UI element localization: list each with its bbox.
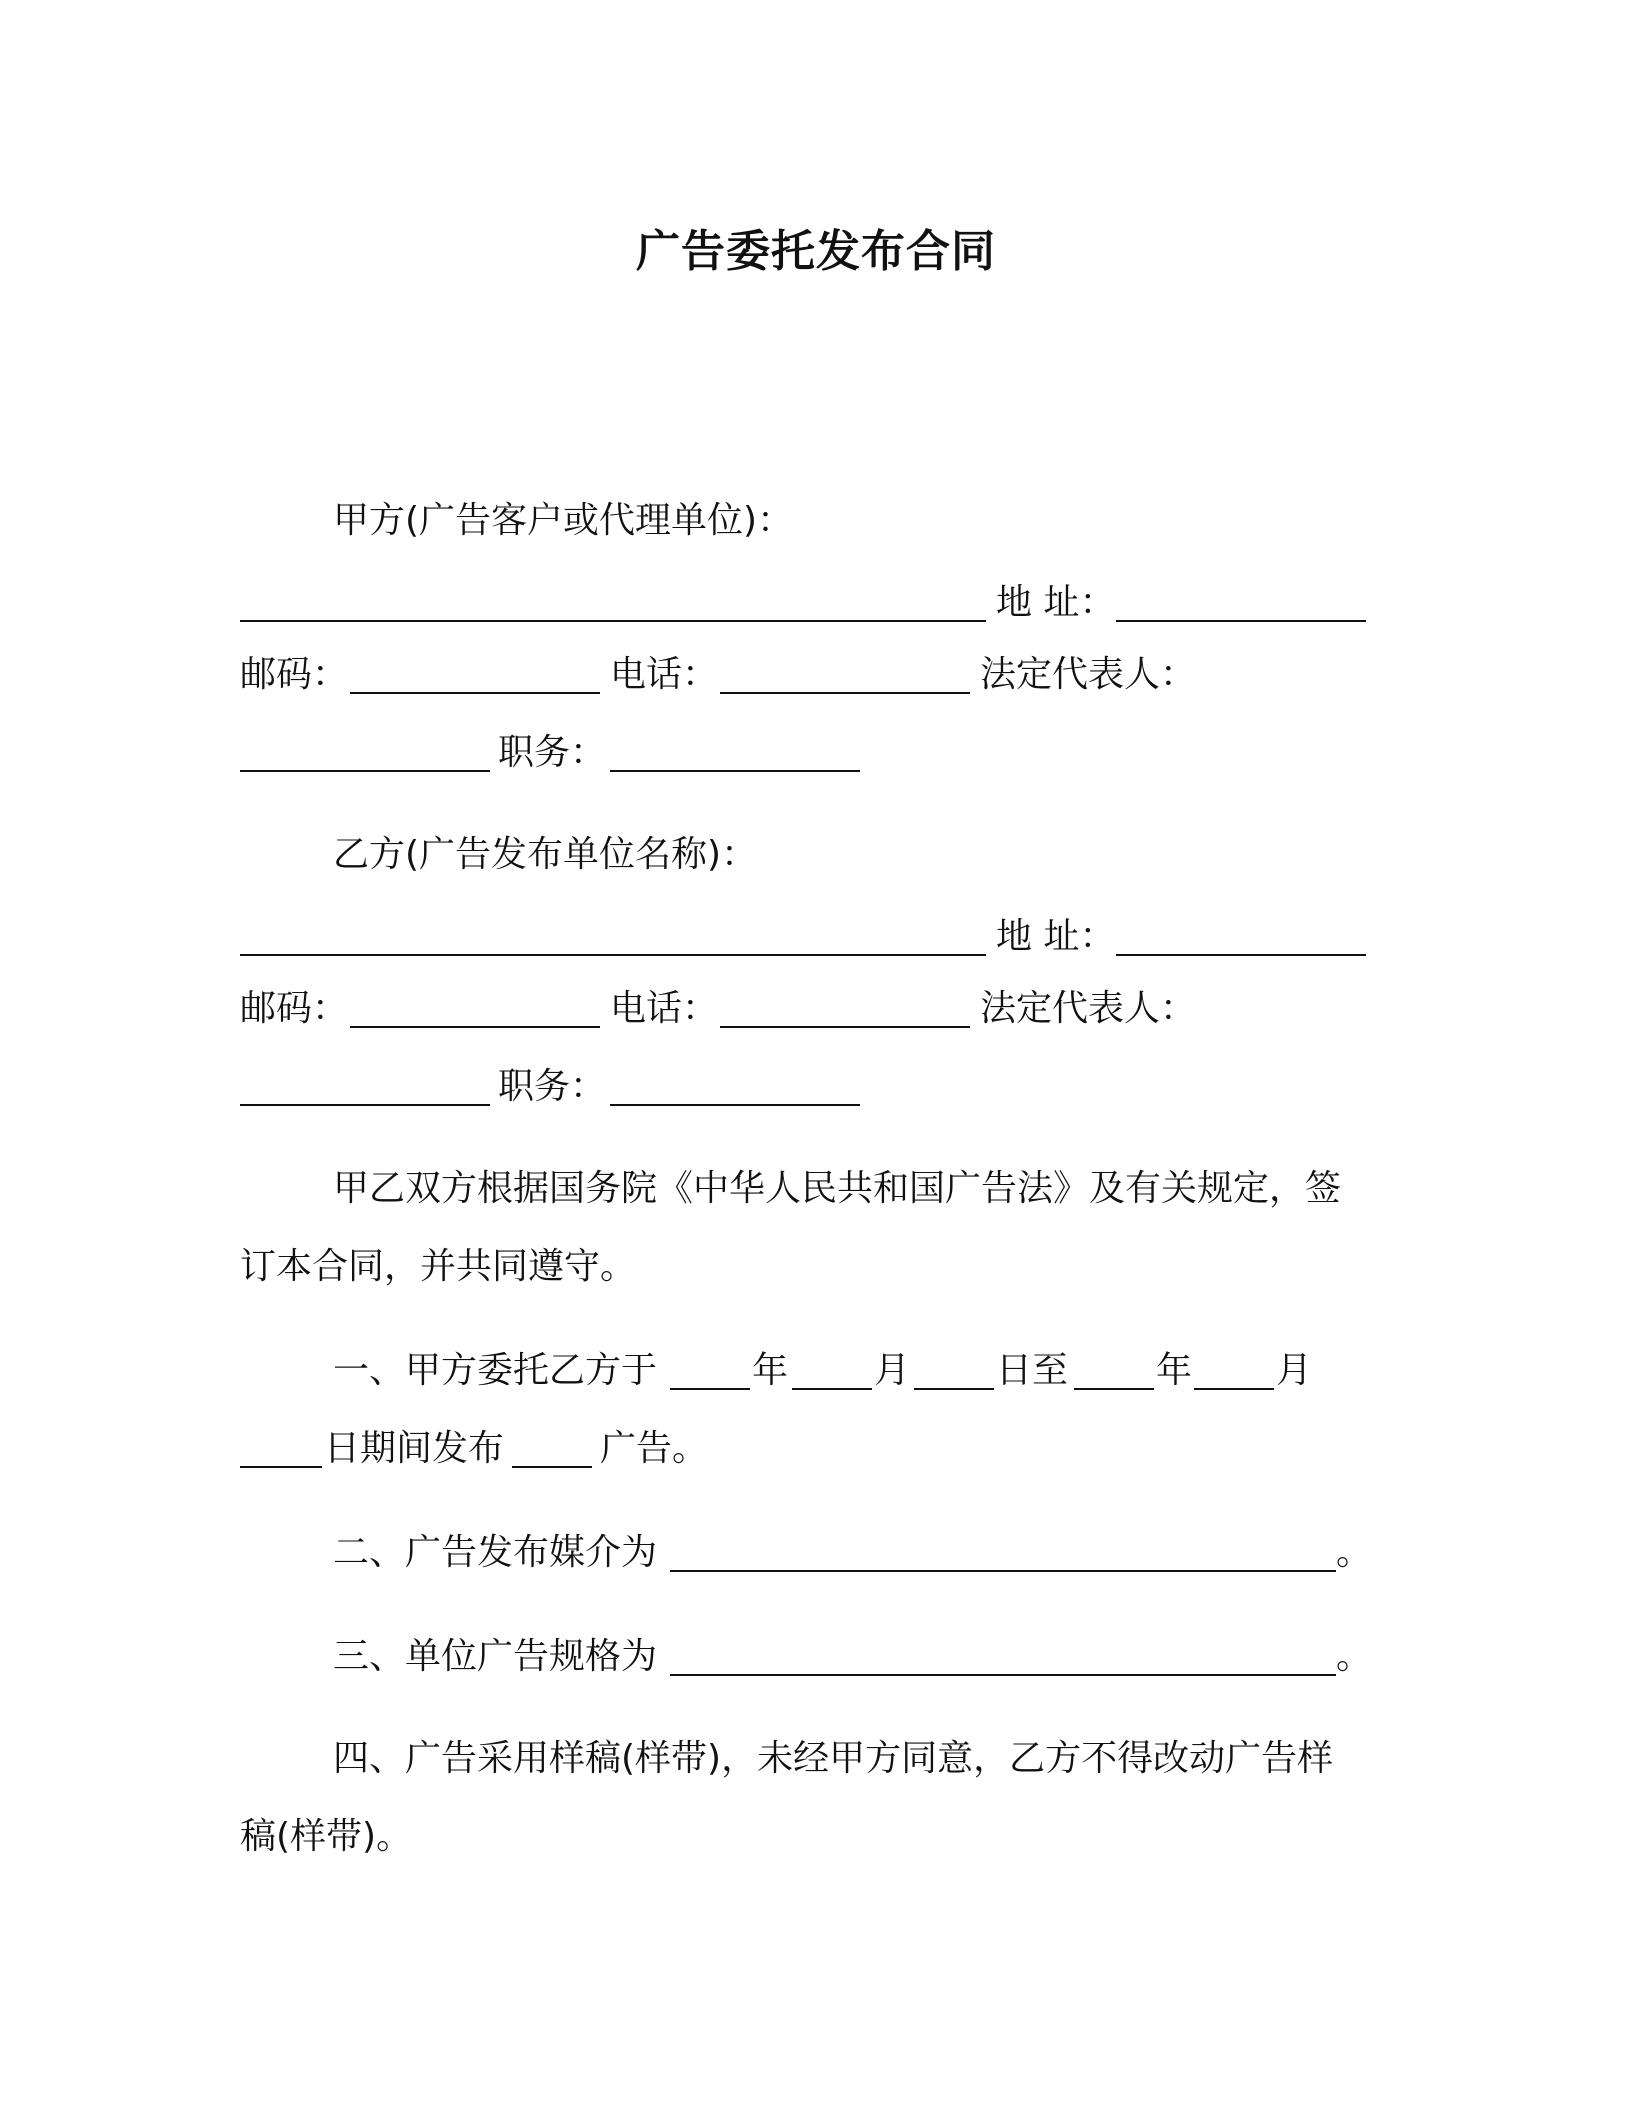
clause-1-end-day-blank[interactable] (240, 1466, 322, 1468)
clause-1-year-label: 年 (752, 1350, 789, 1391)
clause-1-start-year-blank[interactable] (670, 1388, 750, 1390)
clause-3-end: 。 (1336, 1636, 1373, 1677)
party-b-legal-rep-blank[interactable] (240, 1104, 490, 1106)
party-b-phone-blank[interactable] (720, 1026, 970, 1028)
party-b-position-label: 职务： (498, 1066, 607, 1107)
party-a-postcode-label: 邮码： (240, 654, 349, 695)
party-b-legal-rep-label: 法定代表人： (980, 988, 1197, 1029)
party-a-position-blank[interactable] (610, 770, 860, 772)
clause-2-prefix: 二、广告发布媒介为 (333, 1532, 658, 1573)
clause-3-prefix: 三、单位广告规格为 (333, 1636, 658, 1677)
party-a-address-blank[interactable] (1116, 620, 1366, 622)
party-a-phone-blank[interactable] (720, 692, 970, 694)
party-a-address-label: 地 址： (996, 582, 1116, 623)
clause-1-prefix: 一、甲方委托乙方于 (333, 1350, 658, 1391)
clause-3-spec-blank[interactable] (670, 1674, 1336, 1676)
clause-1-end-month-blank[interactable] (1194, 1388, 1274, 1390)
party-a-heading: 甲方(广告客户或代理单位)： (333, 500, 794, 541)
clause-1-month-label: 月 (874, 1350, 911, 1391)
party-a-name-blank[interactable] (240, 620, 986, 622)
party-a-phone-label: 电话： (610, 654, 719, 695)
clause-4-text-2: 稿(样带)。 (240, 1816, 413, 1857)
clause-1-day-to-label: 日至 (996, 1350, 1069, 1391)
preamble-text-1: 甲乙双方根据国务院《中华人民共和国广告法》及有关规定，签 (333, 1168, 1342, 1209)
party-a-position-label: 职务： (498, 732, 607, 773)
clause-1-ad-label: 广告。 (600, 1428, 709, 1469)
clause-1-month2-label: 月 (1276, 1350, 1313, 1391)
clause-4-text-1: 四、广告采用样稿(样带)，未经甲方同意，乙方不得改动广告样 (333, 1738, 1334, 1779)
party-b-address-blank[interactable] (1116, 954, 1366, 956)
clause-1-end-year-blank[interactable] (1074, 1388, 1154, 1390)
party-b-name-blank[interactable] (240, 954, 986, 956)
clause-1-start-day-blank[interactable] (914, 1388, 994, 1390)
party-b-postcode-label: 邮码： (240, 988, 349, 1029)
party-b-position-blank[interactable] (610, 1104, 860, 1106)
clause-1-ad-blank[interactable] (512, 1466, 592, 1468)
party-b-heading: 乙方(广告发布单位名称)： (333, 834, 758, 875)
clause-1-period-label: 日期间发布 (324, 1428, 505, 1469)
preamble-text-2: 订本合同，并共同遵守。 (240, 1246, 637, 1287)
clause-1-start-month-blank[interactable] (792, 1388, 872, 1390)
clause-2-media-blank[interactable] (670, 1570, 1336, 1572)
document-title: 广告委托发布合同 (636, 226, 996, 277)
party-b-postcode-blank[interactable] (350, 1026, 600, 1028)
clause-2-end: 。 (1336, 1532, 1373, 1573)
party-b-address-label: 地 址： (996, 916, 1116, 957)
party-a-legal-rep-label: 法定代表人： (980, 654, 1197, 695)
party-a-legal-rep-blank[interactable] (240, 770, 490, 772)
party-b-phone-label: 电话： (610, 988, 719, 1029)
clause-1-year2-label: 年 (1156, 1350, 1193, 1391)
party-a-postcode-blank[interactable] (350, 692, 600, 694)
